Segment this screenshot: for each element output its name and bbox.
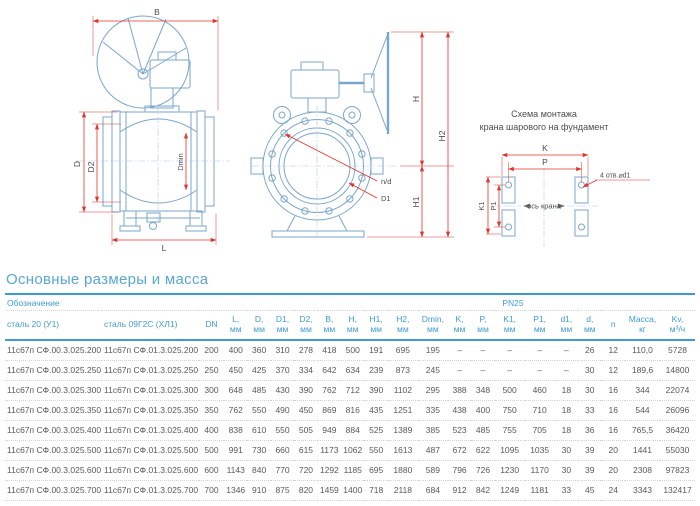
value-cell: 660 bbox=[271, 440, 294, 460]
value-cell: 1613 bbox=[388, 440, 418, 460]
value-cell: 750 bbox=[495, 400, 525, 420]
value-cell: 1389 bbox=[388, 420, 418, 440]
value-cell: 450 bbox=[294, 400, 317, 420]
value-cell: 3343 bbox=[625, 480, 660, 500]
value-cell: 712 bbox=[341, 380, 364, 400]
table-row bbox=[5, 380, 695, 400]
value-cell: 642 bbox=[318, 360, 341, 380]
value-cell: 684 bbox=[418, 480, 448, 500]
value-cell: 390 bbox=[294, 380, 317, 400]
value-cell: – bbox=[471, 340, 494, 361]
value-cell: 550 bbox=[364, 440, 387, 460]
value-cell: 485 bbox=[247, 380, 270, 400]
value-cell: 278 bbox=[294, 340, 317, 361]
value-cell: 14800 bbox=[660, 360, 695, 380]
dim-label-d2: D2 bbox=[86, 161, 96, 173]
value-cell: 842 bbox=[471, 480, 494, 500]
value-cell: 695 bbox=[364, 460, 387, 480]
value-cell: 360 bbox=[247, 340, 270, 361]
value-cell: 1441 bbox=[625, 440, 660, 460]
column-header-d1: d1, мм bbox=[555, 311, 578, 340]
value-cell: 505 bbox=[294, 420, 317, 440]
mounting-title-line2: крана шарового на фундамент bbox=[479, 122, 609, 132]
mounting-scheme-drawing bbox=[477, 109, 650, 246]
value-cell: 418 bbox=[318, 340, 341, 361]
value-cell: 344 bbox=[625, 380, 660, 400]
value-cell: 438 bbox=[448, 400, 471, 420]
header-spacer bbox=[199, 294, 448, 311]
column-header-d2: D2, мм bbox=[294, 311, 317, 340]
value-cell: 55030 bbox=[660, 440, 695, 460]
value-cell: 388 bbox=[448, 380, 471, 400]
value-cell: 485 bbox=[471, 420, 494, 440]
value-cell: 26096 bbox=[660, 400, 695, 420]
value-cell: 525 bbox=[364, 420, 387, 440]
value-cell: 189,6 bbox=[625, 360, 660, 380]
value-cell: 191 bbox=[364, 340, 387, 361]
value-cell: 348 bbox=[471, 380, 494, 400]
value-cell: 1459 bbox=[318, 480, 341, 500]
value-cell: 24 bbox=[601, 480, 625, 500]
designation-cell-hl1: 11с67п СФ.01.3.025.500 bbox=[102, 440, 199, 460]
value-cell: 544 bbox=[625, 400, 660, 420]
column-header-h: H, мм bbox=[341, 311, 364, 340]
value-cell: 30 bbox=[578, 380, 601, 400]
value-cell: 335 bbox=[418, 400, 448, 420]
holes-label: 4 отв.⌀d1 bbox=[600, 172, 631, 180]
value-cell: 385 bbox=[418, 420, 448, 440]
value-cell: 755 bbox=[495, 420, 525, 440]
column-header-p1: P1, мм bbox=[525, 311, 555, 340]
value-cell: 97823 bbox=[660, 460, 695, 480]
dim-label-p1: P1 bbox=[489, 201, 498, 211]
value-cell: – bbox=[495, 340, 525, 361]
column-header-dmin: Dmin, мм bbox=[418, 311, 448, 340]
column-header-h1: H1, мм bbox=[364, 311, 387, 340]
value-cell: 18 bbox=[555, 380, 578, 400]
value-cell: 1173 bbox=[318, 440, 341, 460]
dimensions-table bbox=[5, 293, 695, 501]
value-cell: 22074 bbox=[660, 380, 695, 400]
value-cell: 875 bbox=[271, 480, 294, 500]
column-header-l: L, мм bbox=[224, 311, 247, 340]
value-cell: 460 bbox=[525, 380, 555, 400]
value-cell: 600 bbox=[199, 460, 224, 480]
column-header-b: B, мм bbox=[318, 311, 341, 340]
value-cell: 39 bbox=[578, 440, 601, 460]
value-cell: 425 bbox=[247, 360, 270, 380]
column-header-k: K, мм bbox=[448, 311, 471, 340]
value-cell: 400 bbox=[224, 340, 247, 361]
dim-label-d: D bbox=[72, 160, 82, 168]
value-cell: 245 bbox=[418, 360, 448, 380]
designation-cell-hl1: 11с67п СФ.01.3.025.200 bbox=[102, 340, 199, 361]
leader-label-d1: D1 bbox=[381, 194, 391, 203]
value-cell: 884 bbox=[341, 420, 364, 440]
designation-header: Обозначение bbox=[5, 294, 199, 311]
value-cell: 550 bbox=[247, 400, 270, 420]
value-cell: 500 bbox=[199, 440, 224, 460]
designation-cell-hl1: 11с67п СФ.01.3.025.300 bbox=[102, 380, 199, 400]
column-header-kv: Kv, м³/ч bbox=[660, 311, 695, 340]
value-cell: 39 bbox=[578, 460, 601, 480]
value-cell: 695 bbox=[388, 340, 418, 361]
value-cell: 16 bbox=[601, 400, 625, 420]
column-header-k1: K1, мм bbox=[495, 311, 525, 340]
value-cell: 370 bbox=[271, 360, 294, 380]
value-cell: – bbox=[495, 360, 525, 380]
designation-cell-u1: 11с67п СФ.00.3.025.600 bbox=[5, 460, 102, 480]
value-cell: 1346 bbox=[224, 480, 247, 500]
value-cell: 30 bbox=[555, 440, 578, 460]
table-row bbox=[5, 460, 695, 480]
value-cell: 26 bbox=[578, 340, 601, 361]
value-cell: 200 bbox=[199, 340, 224, 361]
value-cell: 1181 bbox=[525, 480, 555, 500]
value-cell: 622 bbox=[471, 440, 494, 460]
value-cell: 400 bbox=[199, 420, 224, 440]
designation-cell-hl1: 11с67п СФ.01.3.025.350 bbox=[102, 400, 199, 420]
value-cell: 36 bbox=[578, 420, 601, 440]
value-cell: 589 bbox=[418, 460, 448, 480]
value-cell: 30 bbox=[578, 360, 601, 380]
value-cell: 838 bbox=[224, 420, 247, 440]
value-cell: 869 bbox=[318, 400, 341, 420]
value-cell: 1880 bbox=[388, 460, 418, 480]
value-cell: – bbox=[448, 340, 471, 361]
designation-cell-hl1: 11с67п СФ.01.3.025.700 bbox=[102, 480, 199, 500]
value-cell: – bbox=[471, 360, 494, 380]
value-cell: – bbox=[448, 360, 471, 380]
value-cell: 1230 bbox=[495, 460, 525, 480]
column-header-dn: DN bbox=[199, 311, 224, 340]
section-title: Основные размеры и масса bbox=[6, 271, 209, 288]
value-cell: 762 bbox=[318, 380, 341, 400]
value-cell: 1170 bbox=[525, 460, 555, 480]
value-cell: 490 bbox=[271, 400, 294, 420]
value-cell: 1062 bbox=[341, 440, 364, 460]
value-cell: 12 bbox=[601, 360, 625, 380]
designation-cell-u1: 11с67п СФ.00.3.025.700 bbox=[5, 480, 102, 500]
front-view-drawing bbox=[72, 7, 230, 253]
table-row bbox=[5, 420, 695, 440]
value-cell: 820 bbox=[294, 480, 317, 500]
dim-label-b: B bbox=[154, 7, 160, 17]
designation-cell-u1: 11с67п СФ.00.3.025.300 bbox=[5, 380, 102, 400]
header-spacer bbox=[578, 294, 695, 311]
value-cell: 18 bbox=[555, 400, 578, 420]
value-cell: 500 bbox=[341, 340, 364, 361]
value-cell: 500 bbox=[495, 380, 525, 400]
dim-label-k: K bbox=[542, 143, 548, 153]
value-cell: 710 bbox=[525, 400, 555, 420]
table-row bbox=[5, 360, 695, 380]
steel-column-header-hl1: сталь 09Г2С (ХЛ1) bbox=[102, 311, 199, 340]
mounting-title-line1: Схема монтажа bbox=[511, 109, 577, 119]
side-view-drawing bbox=[251, 32, 454, 240]
table-row bbox=[5, 400, 695, 420]
value-cell: 390 bbox=[364, 380, 387, 400]
value-cell: 195 bbox=[418, 340, 448, 361]
column-header-масса: Масса, кг bbox=[625, 311, 660, 340]
value-cell: 765,5 bbox=[625, 420, 660, 440]
column-header-d: d, мм bbox=[578, 311, 601, 340]
value-cell: 910 bbox=[247, 480, 270, 500]
value-cell: – bbox=[555, 360, 578, 380]
value-cell: 1292 bbox=[318, 460, 341, 480]
value-cell: 1185 bbox=[341, 460, 364, 480]
value-cell: 705 bbox=[525, 420, 555, 440]
designation-cell-u1: 11с67п СФ.00.3.025.200 bbox=[5, 340, 102, 361]
axis-label: ось крана bbox=[527, 201, 561, 211]
leader-label-nd: n/d bbox=[381, 177, 392, 186]
value-cell: 550 bbox=[271, 420, 294, 440]
value-cell: 634 bbox=[341, 360, 364, 380]
value-cell: – bbox=[525, 340, 555, 361]
value-cell: – bbox=[525, 360, 555, 380]
value-cell: 648 bbox=[224, 380, 247, 400]
designation-cell-hl1: 11с67п СФ.01.3.025.400 bbox=[102, 420, 199, 440]
value-cell: 873 bbox=[388, 360, 418, 380]
value-cell: 400 bbox=[471, 400, 494, 420]
dim-label-h2: H2 bbox=[437, 130, 447, 142]
column-header-p: P, мм bbox=[471, 311, 494, 340]
value-cell: 949 bbox=[318, 420, 341, 440]
value-cell: 726 bbox=[471, 460, 494, 480]
value-cell: 718 bbox=[364, 480, 387, 500]
value-cell: 816 bbox=[341, 400, 364, 420]
dim-label-l: L bbox=[161, 243, 167, 253]
value-cell: – bbox=[555, 340, 578, 361]
value-cell: 770 bbox=[271, 460, 294, 480]
designation-cell-u1: 11с67п СФ.00.3.025.350 bbox=[5, 400, 102, 420]
designation-cell-u1: 11с67п СФ.00.3.025.250 bbox=[5, 360, 102, 380]
value-cell: 1400 bbox=[341, 480, 364, 500]
value-cell: 250 bbox=[199, 360, 224, 380]
value-cell: 430 bbox=[271, 380, 294, 400]
value-cell: 20 bbox=[601, 460, 625, 480]
value-cell: 1251 bbox=[388, 400, 418, 420]
designation-cell-u1: 11с67п СФ.00.3.025.500 bbox=[5, 440, 102, 460]
value-cell: 840 bbox=[247, 460, 270, 480]
value-cell: 20 bbox=[601, 440, 625, 460]
table-wrap bbox=[0, 293, 700, 501]
value-cell: 295 bbox=[418, 380, 448, 400]
value-cell: 700 bbox=[199, 480, 224, 500]
value-cell: 16 bbox=[601, 420, 625, 440]
value-cell: 1102 bbox=[388, 380, 418, 400]
steel-column-header-u1: сталь 20 (У1) bbox=[5, 311, 102, 340]
dim-label-p: P bbox=[542, 157, 548, 167]
column-header-d: D, мм bbox=[247, 311, 270, 340]
value-cell: 12 bbox=[601, 340, 625, 361]
value-cell: 1249 bbox=[495, 480, 525, 500]
value-cell: 610 bbox=[247, 420, 270, 440]
value-cell: 1095 bbox=[495, 440, 525, 460]
value-cell: 16 bbox=[601, 380, 625, 400]
value-cell: 796 bbox=[448, 460, 471, 480]
value-cell: 450 bbox=[224, 360, 247, 380]
table-row bbox=[5, 480, 695, 500]
value-cell: 36420 bbox=[660, 420, 695, 440]
value-cell: 720 bbox=[294, 460, 317, 480]
column-header-h2: H2, мм bbox=[388, 311, 418, 340]
dim-label-h1: H1 bbox=[411, 196, 421, 208]
value-cell: 30 bbox=[555, 460, 578, 480]
value-cell: 33 bbox=[578, 400, 601, 420]
value-cell: 18 bbox=[555, 420, 578, 440]
table-row bbox=[5, 340, 695, 361]
value-cell: 523 bbox=[448, 420, 471, 440]
value-cell: 2308 bbox=[625, 460, 660, 480]
value-cell: 912 bbox=[448, 480, 471, 500]
value-cell: 2118 bbox=[388, 480, 418, 500]
value-cell: 310 bbox=[271, 340, 294, 361]
dim-label-dmin: Dmin bbox=[176, 153, 185, 171]
value-cell: 1035 bbox=[525, 440, 555, 460]
designation-cell-hl1: 11с67п СФ.01.3.025.600 bbox=[102, 460, 199, 480]
value-cell: 334 bbox=[294, 360, 317, 380]
designation-cell-hl1: 11с67п СФ.01.3.025.250 bbox=[102, 360, 199, 380]
dim-label-h: H bbox=[411, 95, 421, 103]
value-cell: 350 bbox=[199, 400, 224, 420]
value-cell: 1143 bbox=[224, 460, 247, 480]
column-header-d1: D1, мм bbox=[271, 311, 294, 340]
value-cell: 487 bbox=[418, 440, 448, 460]
value-cell: 435 bbox=[364, 400, 387, 420]
table-row bbox=[5, 440, 695, 460]
pn-rating-header: PN25 bbox=[448, 294, 578, 311]
value-cell: 762 bbox=[224, 400, 247, 420]
value-cell: 45 bbox=[578, 480, 601, 500]
value-cell: 615 bbox=[294, 440, 317, 460]
value-cell: 239 bbox=[364, 360, 387, 380]
value-cell: 5728 bbox=[660, 340, 695, 361]
value-cell: 991 bbox=[224, 440, 247, 460]
designation-cell-u1: 11с67п СФ.00.3.025.400 bbox=[5, 420, 102, 440]
value-cell: 110,0 bbox=[625, 340, 660, 361]
value-cell: 33 bbox=[555, 480, 578, 500]
column-header-n: n bbox=[601, 311, 625, 340]
value-cell: 672 bbox=[448, 440, 471, 460]
value-cell: 300 bbox=[199, 380, 224, 400]
dim-label-k1: K1 bbox=[477, 201, 486, 211]
value-cell: 730 bbox=[247, 440, 270, 460]
value-cell: 132417 bbox=[660, 480, 695, 500]
